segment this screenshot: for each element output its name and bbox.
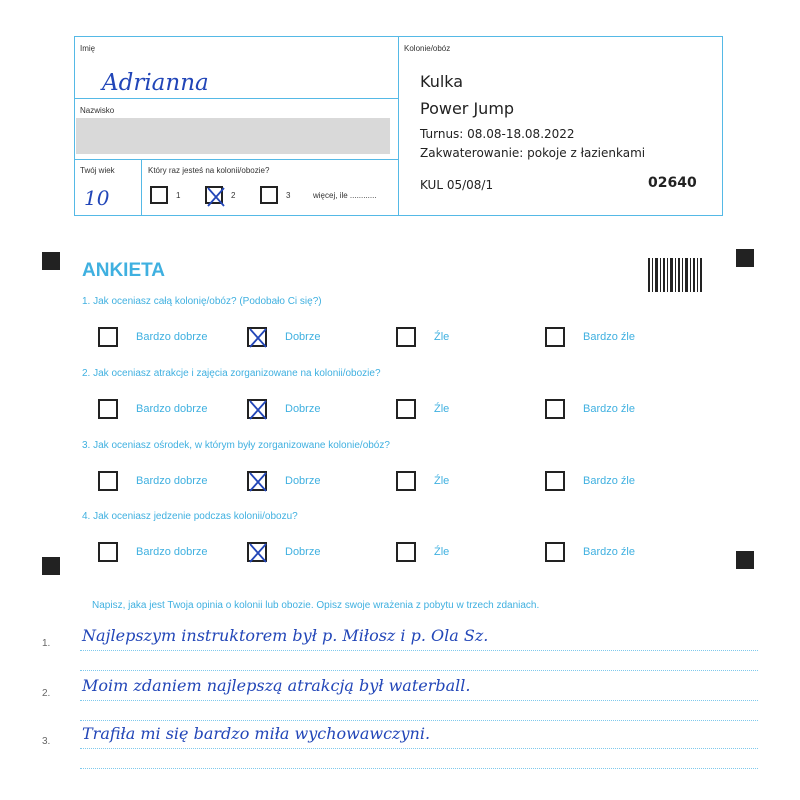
answer-option-label: Dobrze [285, 331, 321, 343]
answer-option-label: Bardzo źle [583, 331, 635, 343]
ktory-raz-checkbox-2[interactable] [205, 186, 223, 204]
answer-checkbox[interactable] [247, 542, 267, 562]
answer-option-label: Bardzo dobrze [136, 475, 208, 487]
question-text: 3. Jak oceniasz ośrodek, w którym były zorganizowane kolonie/obóz? [82, 440, 390, 451]
answer-option-label: Źle [434, 403, 450, 415]
answer-option-label: Bardzo dobrze [136, 546, 208, 558]
answer-checkbox[interactable] [396, 327, 416, 347]
answer-checkbox[interactable] [98, 327, 118, 347]
answer-option-label: Bardzo źle [583, 403, 635, 415]
wiek-label: Twój wiek [80, 166, 115, 175]
answer-checkbox[interactable] [247, 399, 267, 419]
writing-line [80, 768, 758, 769]
check-cross-icon [204, 185, 228, 209]
camp-code: KUL 05/08/1 [420, 178, 494, 192]
answer-checkbox[interactable] [247, 327, 267, 347]
wiek-value: 10 [84, 186, 110, 210]
registration-marker [42, 252, 60, 270]
line-number: 2. [42, 688, 51, 699]
answer-option-label: Dobrze [285, 546, 321, 558]
answer-checkbox[interactable] [396, 399, 416, 419]
turnus: Turnus: 08.08-18.08.2022 [420, 127, 575, 141]
zakwaterowanie: Zakwaterowanie: pokoje z łazienkami [420, 146, 646, 160]
ktory-raz-label: Który raz jesteś na kolonii/obozie? [148, 166, 270, 175]
kolonia-program: Power Jump [420, 99, 515, 118]
answer-checkbox[interactable] [396, 542, 416, 562]
answer-checkbox[interactable] [396, 471, 416, 491]
check-cross-icon [246, 398, 270, 422]
kolonia-name: Kulka [420, 72, 464, 91]
check-cross-icon [246, 326, 270, 350]
answer-option-label: Bardzo źle [583, 475, 635, 487]
answer-option-label: Dobrze [285, 475, 321, 487]
answer-option-label: Bardzo źle [583, 546, 635, 558]
answer-checkbox[interactable] [247, 471, 267, 491]
handwritten-answer: Trafiła mi się bardzo miła wychowawczyni. [82, 724, 431, 743]
answer-checkbox[interactable] [98, 471, 118, 491]
registration-marker [736, 249, 754, 267]
imie-label: Imię [80, 44, 96, 53]
answer-option-label: Źle [434, 475, 450, 487]
writing-line [80, 650, 758, 651]
answer-checkbox[interactable] [545, 327, 565, 347]
answer-option-label: Bardzo dobrze [136, 403, 208, 415]
ktory-raz-option-1: 1 [176, 191, 181, 200]
registration-marker [42, 557, 60, 575]
answer-checkbox[interactable] [545, 542, 565, 562]
writing-line [80, 700, 758, 701]
nazwisko-label: Nazwisko [80, 106, 115, 115]
kolonia-label: Kolonie/obóz [404, 44, 451, 53]
handwritten-answer: Najlepszym instruktorem był p. Miłosz i p. Ola Sz. [82, 626, 489, 645]
answer-checkbox[interactable] [98, 399, 118, 419]
answer-checkbox[interactable] [545, 471, 565, 491]
writing-line [80, 670, 758, 671]
answer-checkbox[interactable] [545, 399, 565, 419]
answer-option-label: Źle [434, 331, 450, 343]
answer-checkbox[interactable] [98, 542, 118, 562]
survey-title: ANKIETA [82, 260, 166, 281]
opinion-prompt: Napisz, jaka jest Twoja opinia o kolonii lub obozie. Opisz swoje wrażenia z pobytu w trzech zdaniach. [92, 600, 540, 611]
writing-line [80, 748, 758, 749]
nazwisko-redaction [76, 118, 390, 154]
registration-marker [736, 551, 754, 569]
line-number: 1. [42, 638, 51, 649]
check-cross-icon [246, 541, 270, 565]
handwritten-answer: Moim zdaniem najlepszą atrakcją był waterball. [82, 676, 471, 695]
barcode-icon [648, 258, 702, 292]
ktory-raz-option-3: 3 [286, 191, 291, 200]
ktory-raz-checkbox-3[interactable] [260, 186, 278, 204]
ktory-raz-checkbox-1[interactable] [150, 186, 168, 204]
wiecej-label: więcej, ile ............ [313, 191, 377, 200]
check-cross-icon [246, 470, 270, 494]
question-text: 1. Jak oceniasz całą kolonię/obóz? (Podobało Ci się?) [82, 296, 322, 307]
form-number: 02640 [648, 175, 697, 191]
imie-value: Adrianna [102, 70, 209, 96]
writing-line [80, 720, 758, 721]
answer-option-label: Źle [434, 546, 450, 558]
answer-option-label: Bardzo dobrze [136, 331, 208, 343]
question-text: 4. Jak oceniasz jedzenie podczas kolonii/obozu? [82, 511, 298, 522]
answer-option-label: Dobrze [285, 403, 321, 415]
line-number: 3. [42, 736, 51, 747]
question-text: 2. Jak oceniasz atrakcje i zajęcia zorganizowane na kolonii/obozie? [82, 368, 381, 379]
ktory-raz-option-2: 2 [231, 191, 236, 200]
